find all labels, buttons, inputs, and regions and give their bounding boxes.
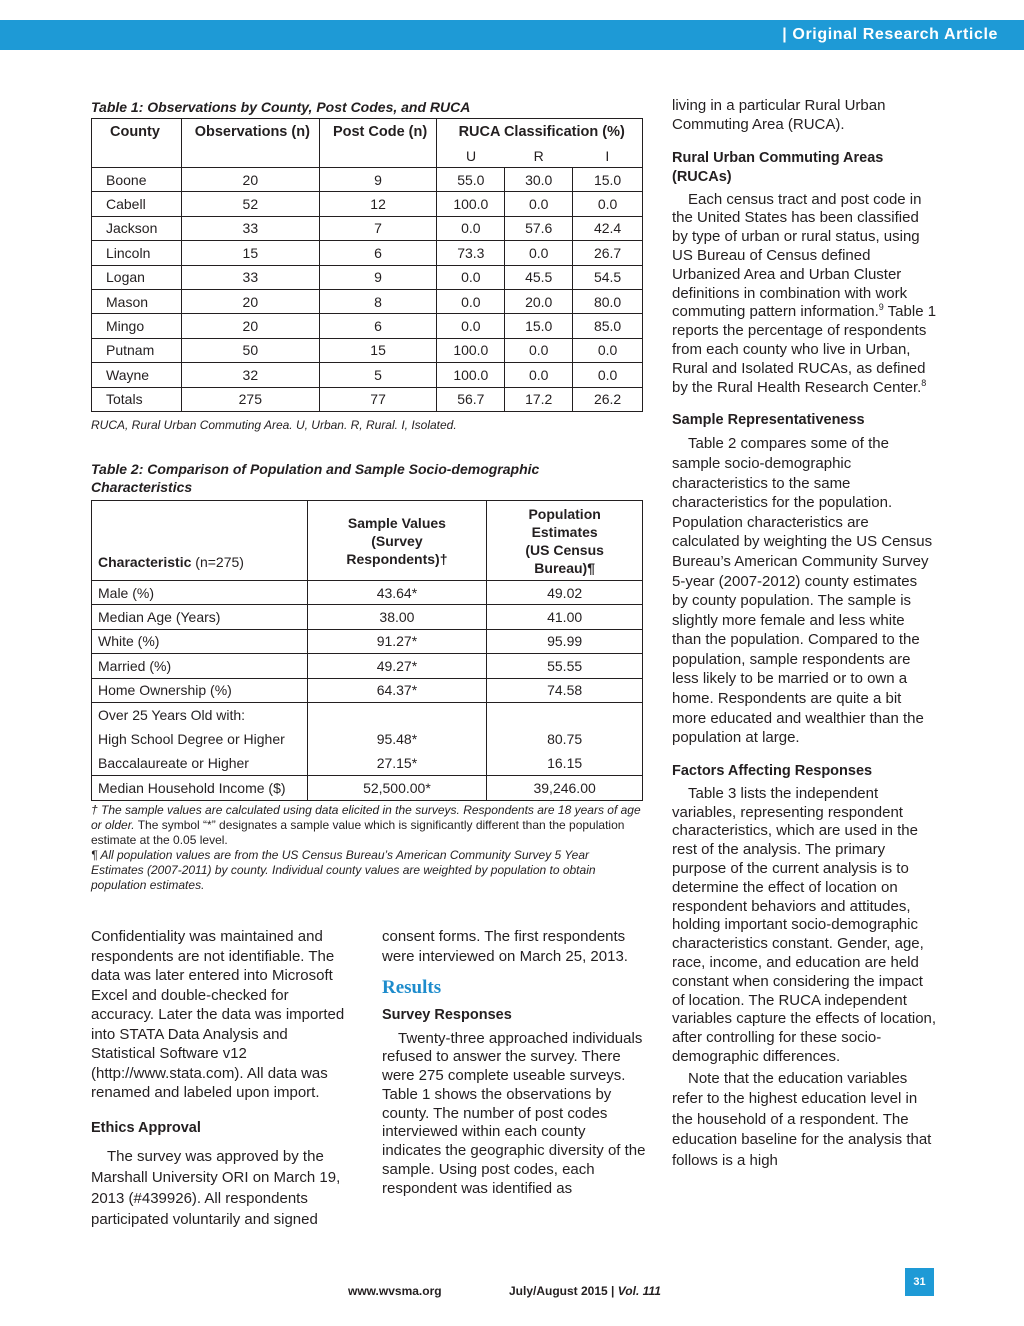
cell: White (%) [92, 629, 308, 653]
cell: 0.0 [505, 363, 573, 387]
cell: 33 [181, 265, 319, 289]
cell [319, 145, 437, 168]
article-type-label: | Original Research Article [782, 26, 998, 43]
table-row [92, 338, 643, 362]
t2-header-sample-line: Respondents)† [346, 550, 448, 567]
t1-header-ruca: RUCA Classification (%) [437, 119, 643, 145]
cell: 20 [181, 289, 319, 313]
cell: 0.0 [505, 338, 573, 362]
cell: 0.0 [505, 192, 573, 216]
footer-issue [509, 1284, 661, 1298]
cell: 55.55 [487, 654, 643, 678]
cell: 0.0 [437, 314, 505, 338]
cell: Mingo [92, 314, 182, 338]
cell: Home Ownership (%) [92, 678, 308, 702]
col3-paragraph-4: Table 3 lists the independent variables, representing respondent characteristics, which are used in the rest of the analysis. The primary purpose of the current analysis is to determine the effect of location on respondent behaviors and attitudes, holding important socio-demographic characteristics constant. Gender, age, race, income, and education are held constant when considering the impact of location. The RUCA independent variables capture the effects of location, after controlling for these socio-demographic differences. [672, 784, 937, 1066]
results-heading: Results [382, 977, 442, 998]
t2-header-pop-line: Population [528, 505, 601, 522]
t1-sub-r: R [505, 145, 573, 168]
cell: 275 [181, 387, 319, 411]
cell: 42.4 [573, 216, 643, 240]
table1-note: RUCA, Rural Urban Commuting Area. U, Urban. R, Rural. I, Isolated. [91, 418, 457, 432]
table-row [92, 751, 643, 775]
cell: 27.15* [307, 751, 487, 775]
t1-sub-i: I [573, 145, 643, 168]
table-row [92, 168, 643, 192]
col2-paragraph-2: Twenty-three approached individuals refused to answer the survey. There were 275 complete useable surveys. Table 1 shows the observations by county. The number of post codes interviewed within each county indicates the geographic diversity of the sample. Using post codes, each respondent was identified as [382, 1029, 646, 1197]
table-row-totals [92, 387, 643, 411]
cell: 0.0 [437, 265, 505, 289]
table2 [91, 500, 643, 801]
cell: 16.15 [487, 751, 643, 775]
cell: 43.64* [307, 581, 487, 605]
col3-paragraph-5: Note that the education variables refer to the highest education level in the household of a respondent. The education baseline for the analysis that follows is a high [672, 1069, 932, 1169]
col1-paragraph-2: The survey was approved by the Marshall University ORI on March 19, 2013 (#439926). All respondents participated voluntarily and signed [91, 1147, 341, 1228]
table-row [92, 289, 643, 313]
col2-paragraph-1: consent forms. The first respondents were interviewed on March 25, 2013. [382, 928, 628, 965]
cell: 77 [319, 387, 437, 411]
factors-heading: Factors Affecting Responses [672, 762, 873, 779]
cell [92, 145, 182, 168]
cell: 55.0 [437, 168, 505, 192]
footer-issue-date: July/August 2015 | [509, 1284, 615, 1298]
table-row [92, 265, 643, 289]
citation-ref: 9 [878, 302, 884, 313]
cell: 0.0 [573, 192, 643, 216]
col3-paragraph-2 [672, 191, 937, 398]
t2-header-sample-line: Sample Values [347, 514, 446, 531]
cell: Baccalaureate or Higher [92, 751, 308, 775]
cell: 9 [319, 265, 437, 289]
survey-responses-heading: Survey Responses [382, 1006, 512, 1023]
cell: Married (%) [92, 654, 308, 678]
table-row [92, 678, 643, 702]
cell: 56.7 [437, 387, 505, 411]
cell: 80.75 [487, 727, 643, 751]
cell: 57.6 [505, 216, 573, 240]
col1-paragraph-1: Confidentiality was maintained and respondents are not identifiable. The data was later entered into Microsoft Excel and double-checked for accuracy. Later the data was imported into STATA Data Analysis and Statistical Software v12 (http://www.stata.com). All data was renamed and labeled upon import. [91, 928, 345, 1101]
column-3 [672, 97, 937, 1171]
table2-footnote-1 [91, 803, 643, 848]
cell: 0.0 [573, 363, 643, 387]
cell: 15 [319, 338, 437, 362]
cell: 0.0 [505, 241, 573, 265]
cell: 20 [181, 314, 319, 338]
cell: 0.0 [437, 216, 505, 240]
cell: 9 [319, 168, 437, 192]
cell: Median Household Income ($) [92, 776, 308, 800]
cell: Male (%) [92, 581, 308, 605]
cell: 15.0 [505, 314, 573, 338]
cell: 52,500.00* [307, 776, 487, 800]
cell: 5 [319, 363, 437, 387]
cell: 73.3 [437, 241, 505, 265]
table2-footnote-2: ¶ All population values are from the US Census Bureau’s American Community Survey 5 Year Estimates (2007-2011) by county. Individual county values are weighted by population to obtain population estimates. [91, 848, 596, 892]
table2-caption-line2: Characteristics [91, 479, 193, 495]
cell: 39,246.00 [487, 776, 643, 800]
table-row-group-label [92, 702, 643, 726]
table2-caption-line1: Table 2: Comparison of Population and Sample Socio-demographic [91, 461, 540, 477]
cell: 6 [319, 314, 437, 338]
cell: 8 [319, 289, 437, 313]
footnote-italic: † The sample values are calculated using data elicited in the surveys. Respondents are 18 years of age or older. [91, 803, 641, 832]
col3-p2-text-b: Table 1 reports the percentage of respondents from each county who live in Urban, Rural and Isolated RUCAs, as defined by the Rural Health Research Center. [672, 303, 937, 396]
cell: 49.02 [487, 581, 643, 605]
cell: 95.48* [307, 727, 487, 751]
cell: 54.5 [573, 265, 643, 289]
cell: 33 [181, 216, 319, 240]
cell: 38.00 [307, 605, 487, 629]
t2-header-sample [307, 501, 487, 581]
cell: 52 [181, 192, 319, 216]
cell: Jackson [92, 216, 182, 240]
table-row [92, 629, 643, 653]
t2-header-pop-line: Estimates [531, 523, 598, 540]
cell: 95.99 [487, 629, 643, 653]
cell [181, 145, 319, 168]
col3-paragraph-3: Table 2 compares some of the sample socio-demographic characteristics to the same characteristics for the population. Population characteristics are calculated by weighting the US Census Bureau’s American Community Survey 5-year (2007-2012) county estimates by county population. The sample is slightly more female and less white than the population. Compared to the population, sample respondents are less likely to be married or to own a home. Respondents are quite a bit more educated and wealthier than the population at large. [672, 435, 933, 747]
table-row [92, 605, 643, 629]
cell: 15 [181, 241, 319, 265]
cell: 74.58 [487, 678, 643, 702]
t1-subheader-row [92, 145, 643, 168]
cell: 45.5 [505, 265, 573, 289]
cell: 30.0 [505, 168, 573, 192]
cell: 17.2 [505, 387, 573, 411]
table-row [92, 581, 643, 605]
column-2 [382, 927, 648, 1199]
cell: 6 [319, 241, 437, 265]
t2-header-characteristic-label: Characteristic [98, 554, 192, 570]
cell: 0.0 [573, 338, 643, 362]
cell: 91.27* [307, 629, 487, 653]
table-row [92, 654, 643, 678]
cell: 85.0 [573, 314, 643, 338]
table-row [92, 192, 643, 216]
cell: 20 [181, 168, 319, 192]
table-row [92, 727, 643, 751]
citation-ref: 8 [921, 377, 927, 388]
cell: 64.37* [307, 678, 487, 702]
cell: 50 [181, 338, 319, 362]
ethics-approval-heading: Ethics Approval [91, 1119, 201, 1136]
table-row [92, 216, 643, 240]
t2-header-sample-line: (Survey [371, 532, 423, 549]
cell: 7 [319, 216, 437, 240]
cell: 100.0 [437, 338, 505, 362]
t2-header-characteristic [92, 501, 308, 581]
cell: Putnam [92, 338, 182, 362]
sample-representativeness-heading: Sample Representativeness [672, 412, 865, 429]
table-row [92, 241, 643, 265]
cell: Cabell [92, 192, 182, 216]
cell: 26.2 [573, 387, 643, 411]
t2-header-n: (n=275) [195, 554, 244, 570]
cell: 15.0 [573, 168, 643, 192]
cell: Lincoln [92, 241, 182, 265]
t2-header-pop-line: (US Census [525, 541, 604, 558]
table1-caption: Table 1: Observations by County, Post Codes, and RUCA [91, 99, 471, 115]
cell: Logan [92, 265, 182, 289]
column-1 [91, 927, 353, 1230]
col3-paragraph-1: living in a particular Rural Urban Commuting Area (RUCA). [672, 97, 886, 133]
table2-caption [91, 460, 631, 496]
table-row [92, 363, 643, 387]
cell: Over 25 Years Old with: [92, 702, 308, 726]
table-row [92, 314, 643, 338]
table2-footnotes [91, 803, 643, 893]
cell: High School Degree or Higher [92, 727, 308, 751]
cell: Totals [92, 387, 182, 411]
cell: Wayne [92, 363, 182, 387]
cell: Median Age (Years) [92, 605, 308, 629]
t2-header-population [487, 501, 643, 581]
cell: 80.0 [573, 289, 643, 313]
cell: 49.27* [307, 654, 487, 678]
cell: 20.0 [505, 289, 573, 313]
t2-header-row [92, 501, 643, 581]
ruca-heading: Rural Urban Commuting Areas (RUCAs) [672, 149, 884, 185]
cell: 0.0 [437, 289, 505, 313]
t1-header-postcode: Post Code (n) [319, 119, 437, 145]
cell: 100.0 [437, 363, 505, 387]
table-row [92, 776, 643, 800]
t1-header-county: County [92, 119, 182, 145]
cell: 100.0 [437, 192, 505, 216]
cell [307, 702, 487, 726]
t1-header-observations: Observations (n) [181, 119, 319, 145]
t1-sub-u: U [437, 145, 505, 168]
table1 [91, 118, 643, 412]
cell: 41.00 [487, 605, 643, 629]
cell: 32 [181, 363, 319, 387]
footer-volume: Vol. 111 [617, 1284, 661, 1298]
cell: 12 [319, 192, 437, 216]
footnote-plain: The symbol “*” designates a sample value which is significantly different than the population estimate at the 0.05 level. [91, 818, 625, 847]
cell: 26.7 [573, 241, 643, 265]
header-bar [0, 20, 1024, 50]
cell: Mason [92, 289, 182, 313]
page-number: 31 [905, 1268, 934, 1296]
col3-p2-text: Each census tract and post code in the United States has been classified by type of urban or rural status, using US Bureau of Census defined Urbanized Area and Urban Cluster definitions in combination with work commuting pattern information. [672, 190, 922, 321]
t2-header-pop-line: Bureau)¶ [534, 559, 595, 576]
cell [487, 702, 643, 726]
footer-website: www.wvsma.org [348, 1284, 442, 1298]
cell: Boone [92, 168, 182, 192]
